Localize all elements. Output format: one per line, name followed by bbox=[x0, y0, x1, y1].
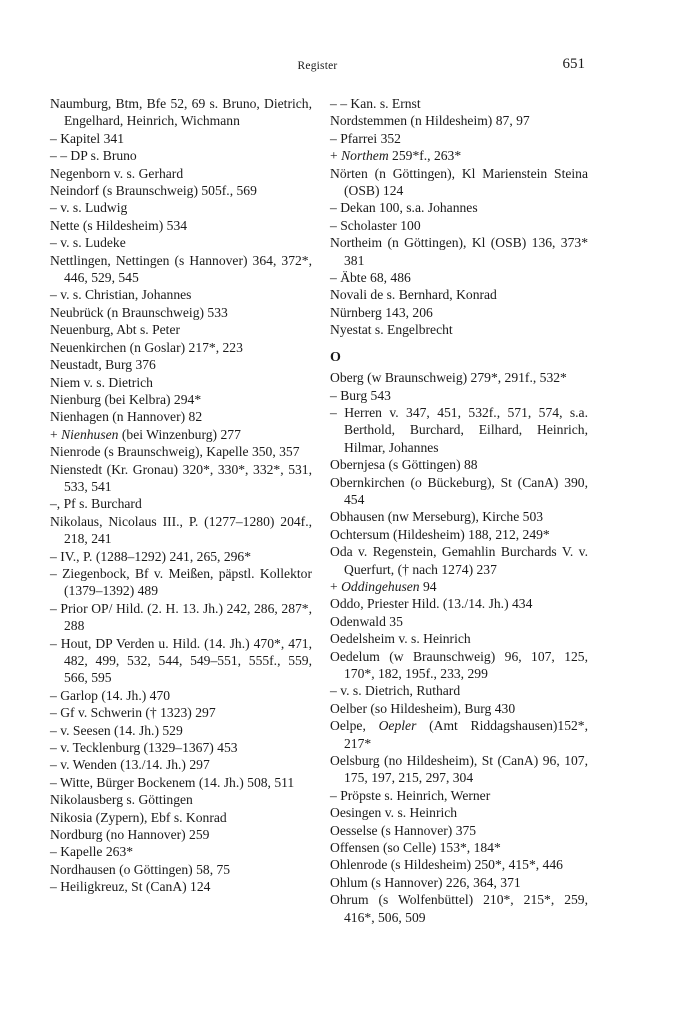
index-entry bbox=[50, 252, 312, 287]
index-entry bbox=[330, 369, 588, 386]
index-entry bbox=[50, 165, 312, 182]
entry-text: – – Kan. s. Ernst bbox=[330, 96, 421, 111]
index-entry bbox=[330, 752, 588, 787]
entry-text: – Ziegenbock, Bf v. Meißen, päpstl. Kollektor (1379–1392) 489 bbox=[50, 565, 312, 599]
entry-text: Nienstedt (Kr. Gronau) 320*, 330*, 332*, 531, 533, 541 bbox=[50, 461, 312, 494]
index-entry bbox=[330, 112, 588, 129]
entry-italic-text: Nienhusen bbox=[61, 426, 119, 442]
entry-text: Nettlingen, Nettingen (s Hannover) 364, 372*, 446, 529, 545 bbox=[50, 252, 312, 286]
index-entry bbox=[330, 234, 588, 269]
index-column-right bbox=[330, 95, 588, 926]
index-entry bbox=[50, 217, 312, 234]
entry-text: Neustadt, Burg 376 bbox=[50, 357, 156, 373]
index-entry bbox=[330, 286, 588, 303]
index-entry bbox=[50, 774, 312, 791]
entry-text: Ochtersum (Hildesheim) 188, 212, 249* bbox=[330, 526, 550, 542]
entry-text: Ohlenrode (s Hildesheim) 250*, 415*, 446 bbox=[330, 857, 563, 873]
entry-text: Negenborn v. s. Gerhard bbox=[50, 165, 184, 181]
index-entry bbox=[330, 404, 588, 456]
index-entry bbox=[330, 526, 588, 543]
index-entry bbox=[50, 461, 312, 496]
index-entry bbox=[330, 874, 588, 891]
index-entry bbox=[330, 648, 588, 683]
index-entry bbox=[330, 387, 588, 404]
entry-text: Ohlum (s Hannover) 226, 364, 371 bbox=[330, 874, 521, 890]
entry-text: – Burg 543 bbox=[330, 387, 391, 403]
index-entry bbox=[50, 286, 312, 303]
entry-text: Oelsburg (no Hildesheim), St (CanA) 96, 107, 175, 197, 215, 297, 304 bbox=[330, 753, 588, 786]
entry-text: – Hout, DP Verden u. Hild. (14. Jh.) 470*, 471, 482, 499, 532, 544, 549–551, 555f., 559, 566, 595 bbox=[50, 635, 312, 686]
index-entry bbox=[50, 321, 312, 338]
entry-text: Nikolaus, Nicolaus III., P. (1277–1280) 204f., 218, 241 bbox=[50, 513, 312, 547]
entry-text: Nürnberg 143, 206 bbox=[330, 304, 433, 320]
entry-text: Nordstemmen (n Hildesheim) 87, 97 bbox=[330, 113, 530, 129]
index-entry bbox=[50, 687, 312, 704]
index-entry bbox=[50, 130, 312, 147]
index-entry bbox=[330, 95, 588, 112]
entry-text: – Kapelle 263* bbox=[50, 844, 134, 860]
entry-italic-text: Oddingehusen bbox=[341, 578, 420, 594]
index-entry bbox=[330, 217, 588, 234]
entry-text: – v. s. Ludwig bbox=[50, 200, 128, 216]
index-entry bbox=[330, 304, 588, 321]
index-entry bbox=[330, 508, 588, 525]
entry-text: (bei Winzenburg) 277 bbox=[118, 426, 241, 442]
entry-text: – IV., P. (1288–1292) 241, 265, 296* bbox=[50, 548, 252, 564]
index-column-left bbox=[50, 95, 312, 896]
entry-text: Obhausen (nw Merseburg), Kirche 503 bbox=[330, 509, 544, 525]
entry-text: – Dekan 100, s.a. Johannes bbox=[330, 200, 478, 216]
entry-text: Nienburg (bei Kelbra) 294* bbox=[50, 391, 202, 407]
index-entry bbox=[330, 456, 588, 473]
entry-text: Novali de s. Bernhard, Konrad bbox=[330, 287, 497, 303]
index-entry bbox=[50, 791, 312, 808]
entry-text: – Scholaster 100 bbox=[330, 217, 421, 233]
index-entry bbox=[50, 722, 312, 739]
entry-text: Nordhausen (o Göttingen) 58, 75 bbox=[50, 861, 231, 877]
entry-text: Naumburg, Btm, Bfe 52, 69 s. Bruno, Dietrich, Engelhard, Heinrich, Wichmann bbox=[50, 96, 312, 129]
entry-text: Neindorf (s Braunschweig) 505f., 569 bbox=[50, 183, 257, 199]
index-entry bbox=[50, 391, 312, 408]
entry-italic-text: Northem bbox=[341, 148, 389, 164]
index-entry bbox=[50, 443, 312, 460]
index-entry bbox=[50, 199, 312, 216]
index-entry bbox=[50, 95, 312, 130]
entry-text: Nette (s Hildesheim) 534 bbox=[50, 217, 188, 233]
index-entry bbox=[50, 843, 312, 860]
entry-text: – v. s. Christian, Johannes bbox=[50, 287, 192, 303]
entry-text: – v. Wenden (13./14. Jh.) 297 bbox=[50, 757, 210, 773]
entry-text: Oberg (w Braunschweig) 279*, 291f., 532* bbox=[330, 370, 567, 386]
entry-text: Oddo, Priester Hild. (13./14. Jh.) 434 bbox=[330, 596, 533, 612]
entry-text: – v. Seesen (14. Jh.) 529 bbox=[50, 722, 183, 738]
entry-text: Niem v. s. Dietrich bbox=[50, 374, 153, 390]
entry-text: 259*f., 263* bbox=[388, 148, 462, 164]
entry-text: Offensen (so Celle) 153*, 184* bbox=[330, 840, 501, 856]
index-entry bbox=[50, 565, 312, 600]
entry-text: Nienrode (s Braunschweig), Kapelle 350, 357 bbox=[50, 444, 300, 460]
entry-text: Nyestat s. Engelbrecht bbox=[330, 322, 453, 338]
section-letter: O bbox=[330, 349, 341, 365]
index-entry bbox=[330, 682, 588, 699]
index-entry bbox=[50, 408, 312, 425]
index-entry bbox=[50, 374, 312, 391]
index-entry bbox=[330, 630, 588, 647]
entry-text: Northeim (n Göttingen), Kl (OSB) 136, 373* 381 bbox=[330, 235, 588, 268]
page-header bbox=[50, 58, 585, 78]
index-entry bbox=[50, 826, 312, 843]
index-entry bbox=[330, 700, 588, 717]
entry-text: Nörten (n Göttingen), Kl Marienstein Steina (OSB) 124 bbox=[330, 165, 588, 199]
entry-text: Oedelsheim v. s. Heinrich bbox=[330, 631, 471, 647]
index-entry bbox=[50, 147, 312, 164]
index-entry bbox=[50, 861, 312, 878]
index-entry bbox=[330, 856, 588, 873]
index-entry bbox=[50, 234, 312, 251]
entry-italic-text: Oepler bbox=[378, 718, 417, 734]
index-entry bbox=[330, 578, 588, 595]
entry-text: – Witte, Bürger Bockenem (14. Jh.) 508, 511 bbox=[50, 774, 295, 790]
index-entry bbox=[330, 804, 588, 821]
entry-text: – Prior OP/ Hild. (2. H. 13. Jh.) 242, 286, 287*, 288 bbox=[50, 600, 312, 634]
running-title: Register bbox=[297, 60, 338, 72]
entry-text: – Herren v. 347, 451, 532f., 571, 574, s.a. Berthold, Burchard, Eilhard, Heinrich, Hilmar, Johannes bbox=[330, 404, 588, 455]
entry-text: + bbox=[50, 426, 62, 442]
entry-text: Neuenburg, Abt s. Peter bbox=[50, 322, 181, 338]
entry-text: Obernkirchen (o Bückeburg), St (CanA) 390, 454 bbox=[330, 474, 588, 507]
index-entry bbox=[50, 356, 312, 373]
index-entry bbox=[330, 595, 588, 612]
entry-text: – Garlop (14. Jh.) 470 bbox=[50, 687, 171, 703]
page-number: 651 bbox=[562, 56, 585, 72]
entry-text: – Pröpste s. Heinrich, Werner bbox=[330, 787, 491, 803]
entry-text: 94 bbox=[419, 578, 437, 594]
index-entry bbox=[330, 199, 588, 216]
entry-text: Odenwald 35 bbox=[330, 613, 403, 629]
index-entry bbox=[50, 495, 312, 512]
index-entry bbox=[50, 548, 312, 565]
index-entry bbox=[330, 321, 588, 338]
entry-text: – Pfarrei 352 bbox=[330, 130, 401, 146]
entry-text: (Amt Riddagshausen)152*, 217* bbox=[344, 718, 588, 751]
index-entry bbox=[50, 600, 312, 635]
index-entry bbox=[50, 304, 312, 321]
entry-text: – v. Tecklenburg (1329–1367) 453 bbox=[50, 740, 238, 756]
entry-text: Oesingen v. s. Heinrich bbox=[330, 805, 458, 821]
index-entry bbox=[330, 543, 588, 578]
entry-text: Oedelum (w Braunschweig) 96, 107, 125, 170*, 182, 195f., 233, 299 bbox=[330, 648, 588, 681]
entry-text: – Kapitel 341 bbox=[50, 130, 124, 146]
index-entry bbox=[50, 739, 312, 756]
entry-text: Oelpe, bbox=[330, 718, 379, 734]
entry-text: Obernjesa (s Göttingen) 88 bbox=[330, 457, 478, 473]
index-entry bbox=[330, 130, 588, 147]
index-entry bbox=[330, 839, 588, 856]
index-entry bbox=[50, 635, 312, 687]
index-entry bbox=[50, 756, 312, 773]
index-entry bbox=[50, 878, 312, 895]
entry-text: Oda v. Regenstein, Gemahlin Burchards V. v. Querfurt, († nach 1274) 237 bbox=[330, 544, 588, 577]
index-entry bbox=[330, 269, 588, 286]
index-entry bbox=[330, 787, 588, 804]
index-entry bbox=[330, 165, 588, 200]
entry-text: Nikolausberg s. Göttingen bbox=[50, 792, 193, 808]
entry-text: Nikosia (Zypern), Ebf s. Konrad bbox=[50, 809, 227, 825]
entry-text: –, Pf s. Burchard bbox=[50, 496, 142, 512]
index-entry bbox=[330, 822, 588, 839]
entry-text: Neubrück (n Braunschweig) 533 bbox=[50, 304, 228, 320]
index-entry bbox=[50, 809, 312, 826]
entry-text: – Heiligkreuz, St (CanA) 124 bbox=[50, 879, 211, 895]
entry-text: Nordburg (no Hannover) 259 bbox=[50, 827, 210, 843]
entry-text: – v. s. Ludeke bbox=[50, 235, 126, 251]
index-entry bbox=[330, 613, 588, 630]
entry-text: + bbox=[330, 148, 342, 164]
entry-text: Ohrum (s Wolfenbüttel) 210*, 215*, 259, 416*, 506, 509 bbox=[330, 892, 588, 925]
entry-text: – Gf v. Schwerin († 1323) 297 bbox=[50, 705, 216, 721]
index-entry bbox=[330, 147, 588, 164]
index-entry bbox=[50, 339, 312, 356]
entry-text: – Äbte 68, 486 bbox=[330, 270, 411, 286]
entry-text: Nienhagen (n Hannover) 82 bbox=[50, 409, 203, 425]
index-entry bbox=[330, 474, 588, 509]
index-entry bbox=[330, 891, 588, 926]
entry-text: – – DP s. Bruno bbox=[50, 148, 137, 164]
entry-text: Oesselse (s Hannover) 375 bbox=[330, 822, 477, 838]
index-entry bbox=[330, 717, 588, 752]
entry-text: – v. s. Dietrich, Ruthard bbox=[330, 683, 461, 699]
entry-text: + bbox=[330, 578, 342, 594]
entry-text: Neuenkirchen (n Goslar) 217*, 223 bbox=[50, 339, 243, 355]
index-entry bbox=[50, 704, 312, 721]
entry-text: Oelber (so Hildesheim), Burg 430 bbox=[330, 700, 516, 716]
index-entry bbox=[50, 513, 312, 548]
index-entry bbox=[50, 182, 312, 199]
index-entry bbox=[50, 426, 312, 443]
section-gap bbox=[330, 339, 588, 349]
